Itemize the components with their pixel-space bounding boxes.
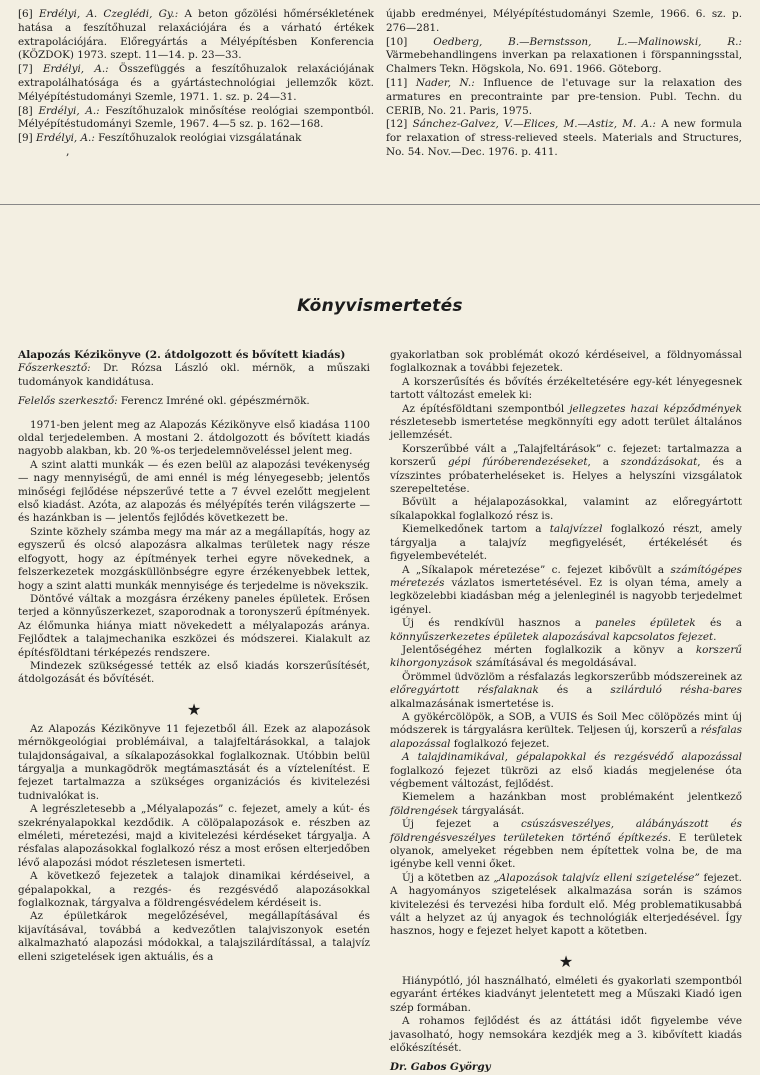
reference-item: [6] Erdélyi, A. Czeglédi, Gy.: A beton gőzölési hőmérsékletének hatása a feszítőhuzal relaxációjára és a várható értékek extrapolációjára. Előregyártás a Mélyépítésben Konferencia (KÖZDOK) 1973. szept. 11—14. p. 23—33.: [18, 8, 374, 62]
paragraph: A következő fejezetek a talajok dinamikai kérdéseivel, a gépalapokkal, a rezgés- és rezgésvédő alapozásokkal foglalkoznak, tárgyalva a földrengésvédelem kérdéseit is.: [18, 870, 370, 910]
reference-item: [11] Nader, N.: Influence de l'etuvage sur la relaxation des armatures en precontrainte par pre-tension. Publ. Techn. du CERIB, No. 21. Paris, 1975.: [386, 76, 742, 117]
section-title: Könyvismertetés: [297, 296, 463, 316]
paragraph: Döntővé váltak a mozgásra érzékeny paneles épületek. Erősen terjed a könnyűszerkezet, szaporodnak a toronyszerű építmények. Az élőmunka hiánya miatt növekedett a mélyalapozás aránya. Fejlődtek a talajmechanika eszközei és módszerei. Kialakult az építésföldtani térképezés rendszere.: [18, 592, 370, 659]
paragraph: A korszerűsítés és bővítés érzékeltetésére egy-két lényegesnek tartott változást emelek ki:: [390, 375, 742, 402]
reference-column-left: [18, 8, 374, 160]
paragraph: Korszerűbbé vált a „Talajfeltárások” c. fejezet: tartalmazza a korszerű gépi fúróberendezéseket, a szondázásokat, és a vízszintes próbaterheléseket is. Helyes a helyszíni vizsgálatok szerepeltetése.: [390, 442, 742, 496]
review-heading: Alapozás Kézikönyve (2. átdolgozott és bővített kiadás): [18, 349, 346, 361]
star-separator-2: ★: [558, 951, 574, 971]
paragraph: Bővült a héjalapozásokkal, valamint az előregyártott síkalapokkal foglalkozó rész is.: [390, 496, 742, 522]
reference-item: [9] Erdélyi, A.: Feszítőhuzalok reológiai vizsgálatának: [18, 132, 302, 145]
paragraph: A szint alatti munkák — és ezen belül az alapozási tevékenység — nagy mennyiségű, de ami ennél is még lényegesebb; jelentős minőségi fejlődése népszerűvé tette a 7 évvel ezelőtt megjelent első kiadást. Azóta, az alapozás és mélyépítés terén világszerte — és hazánkban is — jelentős fejlődés következett be.: [18, 458, 370, 525]
paragraph: Kiemelem a hazánkban most problémaként jelentkező földrengések tárgyalását.: [390, 791, 742, 817]
section-divider: [0, 204, 760, 205]
paragraph: Mindezek szükségessé tették az első kiadás korszerűsítését, átdolgozását és bővítését.: [18, 659, 370, 686]
paragraph: Szinte közhely számba megy ma már az a megállapítás, hogy az egyszerű és olcsó alapozásra alkalmas területek nagy része elfogyott, hogy az építmények terhei egyre növekednek, a felszerkezetek mozgásküllönbségre egyre érzékenyebbek lettek, hogy a szint alatti munkák mennyisége és terjedelme is növekszik.: [18, 525, 370, 592]
editor-credit: Főszerkesztő: Dr. Rózsa László okl. mérnök, a műszaki tudományok kandidátusa.: [18, 362, 370, 388]
paragraph: A talajdinamikával, gépalapokkal és rezgésvédő alapozással foglalkozó fejezet tükrözi az első kiadás megjelenése óta végbement változást, fejlődést.: [390, 751, 742, 790]
paragraph: Az épületkárok megelőzésével, megállapításával és kijavításával, továbbá a kedvezőtlen talajviszonyok esetén alkalmazható alapozási módokkal, a talajszilárdítással, a talajvíz elleni szigetelések igen aktuális, és a: [18, 910, 370, 963]
reviewer-signature: Dr. Gabos György: [390, 1061, 491, 1074]
paragraph: Az építésföldtani szempontból jellegzetes hazai képződmények részletesebb ismertetése megkönnyíti egy adott terület általános jellemzését.: [390, 402, 742, 442]
paragraph: Új fejezet a csúszásveszélyes, alábányászott és földrengésveszélyes területeken történő építkezés. E területek olyanok, amelyeket régebben nem építettek volna be, de ma igénybe kell venni őket.: [390, 818, 743, 871]
review-column-right: [390, 349, 742, 1075]
paragraph: Kiemelkedőnek tartom a talajvízzel foglalkozó részt, amely tárgyalja a talajvíz megfigyelését, értékelését és figyelembevételét.: [390, 523, 742, 563]
reference-item: [7] Erdélyi, A.: Összefüggés a feszítőhuzalok relaxációjának extrapolálhatósága és a gyártástechnológiai jellemzők közt. Mélyépítéstudományi Szemle, 1971. 1. sz. p. 24—31.: [18, 63, 374, 103]
reference-mark: ,: [66, 144, 70, 158]
paragraph: 1971-ben jelent meg az Alapozás Kézikönyve első kiadása 1100 oldal terjedelemben. A mostani 2. átdolgozott és bővített kiadás nagyobb alakban, kb. 20 %-os terjedelemnöveléssel jelent meg.: [18, 418, 370, 458]
review-highlights: [390, 349, 742, 939]
book-review: [18, 349, 742, 1075]
paragraph: Új és rendkívül hasznos a paneles épületek és a könnyűszerkezetes épületek alapozásával kapcsolatos fejezet.: [390, 617, 742, 643]
paragraph: A „Síkalapok méretezése” c. fejezet kibővült a számítógépes méretezés vázlatos ismertetésével. Ez is olyan téma, amely a legközelebbi kiadásban még a jelenleginél is nagyobb terjedelmet igényel.: [390, 563, 742, 616]
reference-item: [10] Oedberg, B.—Bernstsson, L.—Malinowski, R.: Värmebehandlingens inverkan pa relaxationen i förspanningsstal, Chalmers Tekn. Högskola, No. 691. 1966. Göteborg.: [386, 35, 742, 76]
paragraph: A gyökércölöpök, a SOB, a VUIS és Soil Mec cölöpözés mint új módszerek is tárgyalásra kerültek. Teljesen új, korszerű a résfalas alapozással foglalkozó fejezet.: [390, 710, 742, 750]
star-separator: ★: [186, 699, 202, 719]
responsible-editor-credit: Felelős szerkesztő: Ferencz Imréné okl. gépészmérnök.: [18, 395, 310, 408]
reference-column-right: [386, 8, 742, 160]
reference-item: [12] Sánchez-Galvez, V.—Elices, M.—Astiz, M. A.: A new formula for relaxation of stress-relieved steels. Materials and Structures, No. 54. Nov.—Dec. 1976. p. 411.: [386, 118, 742, 158]
review-conclusion: [390, 975, 742, 1055]
reference-item: [8] Erdélyi, A.: Feszítőhuzalok minősítése reológiai szempontból. Mélyépítéstudományi Szemle, 1967. 4—5 sz. p. 162—168.: [18, 104, 374, 131]
paragraph: Új a kötetben az „Alapozások talajvíz elleni szigetelése” fejezet. A hagyományos szigetelések alkalmazása során is számos kivitelezési és tervezési hiba fordult elő. Még problematikusabbá vált a helyzet az új anyagok és technológiák elterjedésével. Így hasznos, hogy e fejezet helyet kapott a kötetben.: [390, 871, 742, 938]
reference-continuation: újabb eredményei, Mélyépítéstudományi Szemle, 1966. 6. sz. p. 276—281.: [386, 8, 742, 34]
paragraph: Jelentőségéhez mérten foglalkozik a könyv a korszerű kihorgonyzások számításával és megoldásával.: [390, 643, 742, 670]
paragraph: gyakorlatban sok problémát okozó kérdéseivel, a földnyomással foglalkoznak a további fejezetek.: [390, 349, 742, 375]
paragraph: Hiánypótló, jól használható, elméleti és gyakorlati szempontból egyaránt értékes kiadványt jelentetett meg a Műszaki Kiadó igen szép formában.: [390, 974, 742, 1014]
review-intro: [18, 419, 370, 687]
paragraph: A rohamos fejlődést és az áttátási időt figyelembe véve javasolható, hogy nemsokára kezdjék meg a 3. kibővített kiadás előkészítését.: [390, 1015, 742, 1054]
review-contents: [18, 723, 370, 964]
paragraph: Örömmel üdvözlöm a résfalazás legkorszerűbb módszereinek az előregyártott résfalaknak és a szilárduló résha-bares alkalmazásának ismertetése is.: [390, 670, 742, 710]
paragraph: Az Alapozás Kézikönyve 11 fejezetből áll. Ezek az alapozások mérnökgeológiai problémáival, a talajfeltárásokkal, a talajok tulajdonságaival, a síkalapozásokkal foglalkoznak. Utóbbin belül tárgyalja a munkagödrök megtámasztását és a víztelenítést. E fejezet tartalmazza a szükséges organizációs és kivitelezési tudnivalókat is.: [18, 722, 370, 802]
reference-list: [18, 8, 742, 160]
review-column-left: [18, 349, 370, 1075]
paragraph: A legrészletesebb a „Mélyalapozás” c. fejezet, amely a kút- és szekrényalapokkal kezdődik. A cölöpalapozások e. részben az elméleti, méretezési, majd a kivitelezési kérdéseket tárgyalja. A résfalas alapozásokkal foglalkozó rész a most erősen elterjedőben lévő alapozási módot részletesen ismerteti.: [18, 803, 370, 869]
